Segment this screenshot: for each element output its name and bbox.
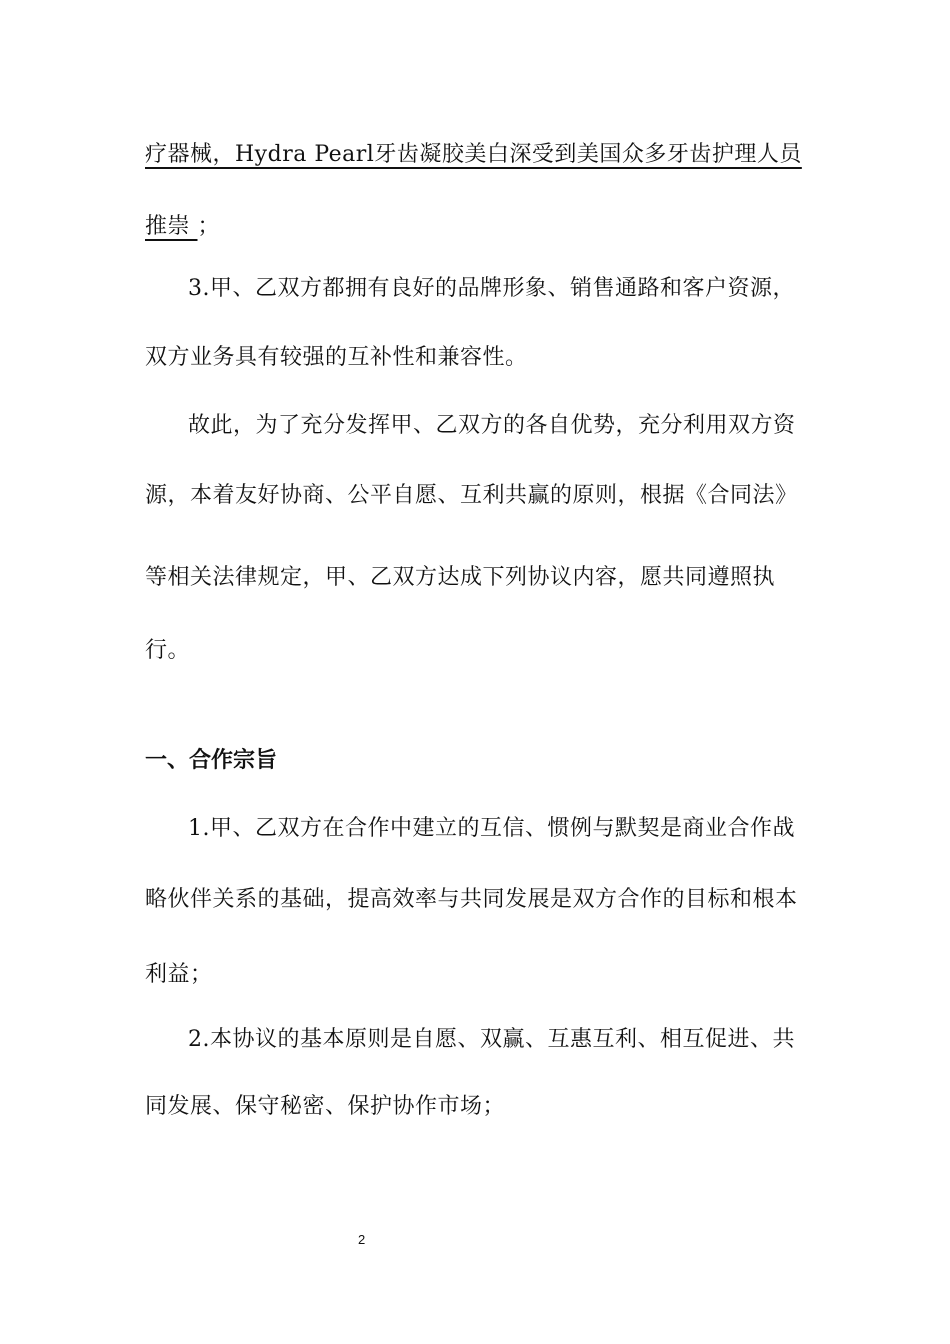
- point3-line-2: 双方业务具有较强的互补性和兼容性。: [145, 345, 528, 370]
- preamble-line-2: 源，本着友好协商、公平自愿、互利共赢的原则，根据《合同法》: [145, 483, 798, 508]
- section-heading: 一、合作宗旨: [145, 748, 278, 773]
- intro-line-1: 疗器械，Hydra Pearl牙齿凝胶美白深受到美国众多牙齿护理人员: [145, 142, 802, 167]
- item1-line-2: 略伙伴关系的基础，提高效率与共同发展是双方合作的目标和根本: [145, 887, 798, 912]
- preamble-line-4: 行。: [145, 638, 191, 663]
- intro-line-2: [145, 212, 220, 242]
- preamble-line-3: 等相关法律规定，甲、乙双方达成下列协议内容，愿共同遵照执: [145, 565, 776, 590]
- item2-line-1: 2.本协议的基本原则是自愿、双赢、互惠互利、相互促进、共: [188, 1027, 795, 1052]
- preamble-line-1: 故此，为了充分发挥甲、乙双方的各自优势，充分利用双方资: [188, 413, 796, 438]
- item1-line-3: 利益；: [145, 962, 213, 987]
- item2-line-2: 同发展、保守秘密、保护协作市场；: [145, 1094, 506, 1119]
- intro-line-2-rest: ；: [197, 214, 221, 239]
- item1-line-1: 1.甲、乙双方在合作中建立的互信、惯例与默契是商业合作战: [188, 816, 795, 841]
- page-number: 2: [358, 1232, 366, 1247]
- intro-underlined-text: 推崇: [145, 214, 198, 239]
- point3-line-1: 3.甲、乙双方都拥有良好的品牌形象、销售通路和客户资源，: [188, 276, 795, 301]
